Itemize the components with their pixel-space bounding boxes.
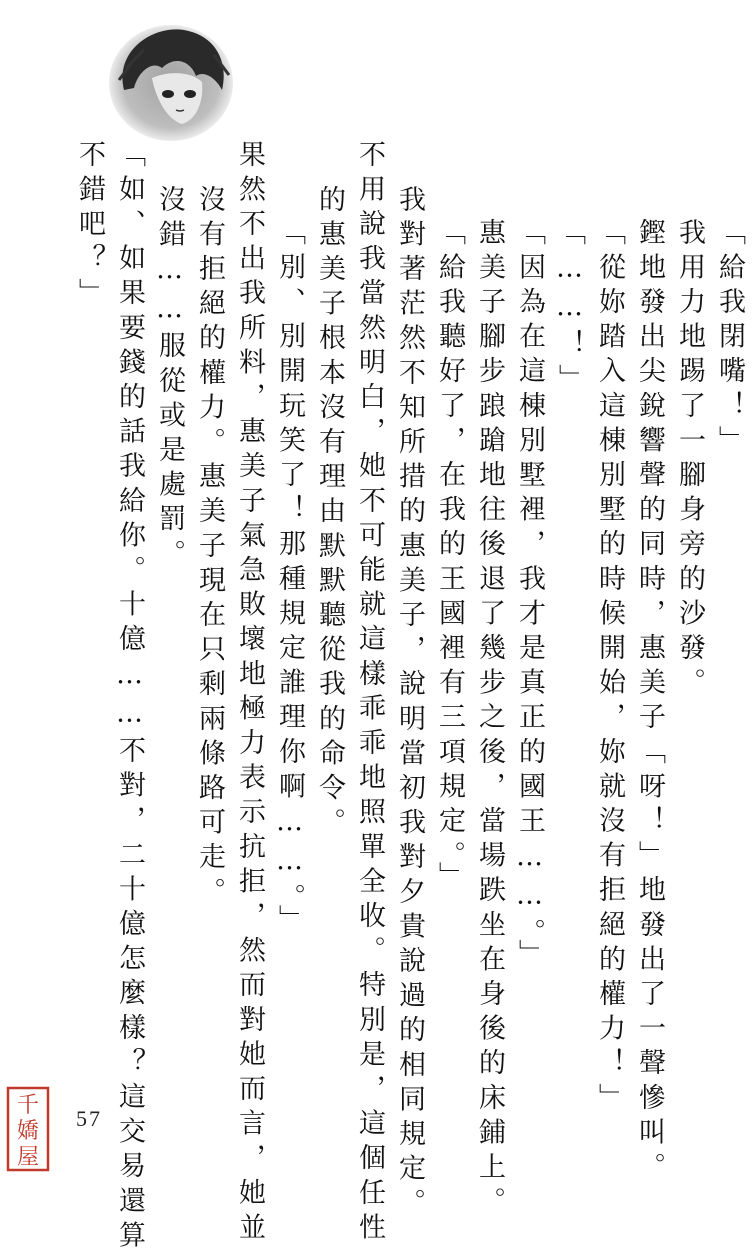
text-line-2: 我用力地踢了一腳身旁的沙發。	[674, 218, 705, 703]
text-line-12: 「別、別開玩笑了！那種規定誰理你啊……。」	[274, 218, 305, 940]
text-line-8: 「給我聽好了，在我的王國裡有三項規定。」	[434, 218, 465, 897]
text-line-9: 我對著茫然不知所措的惠美子，說明當初我對夕貴說過的相同規定。	[394, 185, 425, 1223]
text-line-10: 不用說我當然明白，她不可能就這樣乖乖地照單全收。特別是，這個任性	[354, 140, 385, 1248]
text-line-16: 「如、如果要錢的話我給你。十億……不對，二十億怎麼樣？這交易還算	[114, 140, 145, 1255]
text-line-13: 果然不出我所料，惠美子氣急敗壞地極力表示抗拒，然而對她而言，她並	[234, 140, 265, 1248]
text-line-3: 鏗地發出尖銳響聲的同時，惠美子「呀！」地發出了一聲慘叫。	[634, 218, 665, 1187]
svg-text:嬌: 嬌	[16, 1119, 40, 1144]
text-line-11: 的惠美子根本沒有理由默默聽從我的命令。	[314, 185, 345, 843]
text-line-14: 沒有拒絕的權力。惠美子現在只剩兩條路可走。	[194, 185, 225, 912]
girl-portrait-icon	[104, 20, 238, 146]
text-line-1: 「給我閉嘴！」	[714, 218, 745, 461]
text-line-5: 「……！」	[554, 218, 585, 399]
text-line-7: 惠美子腳步踉蹌地往後退了幾步之後，當場跌坐在身後的床鋪上。	[474, 218, 505, 1222]
text-line-6: 「因為在這棟別墅裡，我才是真正的國王……。」	[514, 218, 545, 974]
text-line-15: 沒錯……服從或是處罰。	[154, 185, 185, 574]
text-line-17: 不錯吧？」	[74, 140, 105, 313]
page-number: 57	[76, 1106, 102, 1131]
svg-text:屋: 屋	[16, 1145, 40, 1170]
text-line-4: 「從妳踏入這棟別墅的時候開始，妳就沒有拒絕的權力！」	[594, 218, 625, 1118]
seal-stamp-icon	[6, 1086, 50, 1172]
svg-text:千: 千	[16, 1093, 40, 1118]
